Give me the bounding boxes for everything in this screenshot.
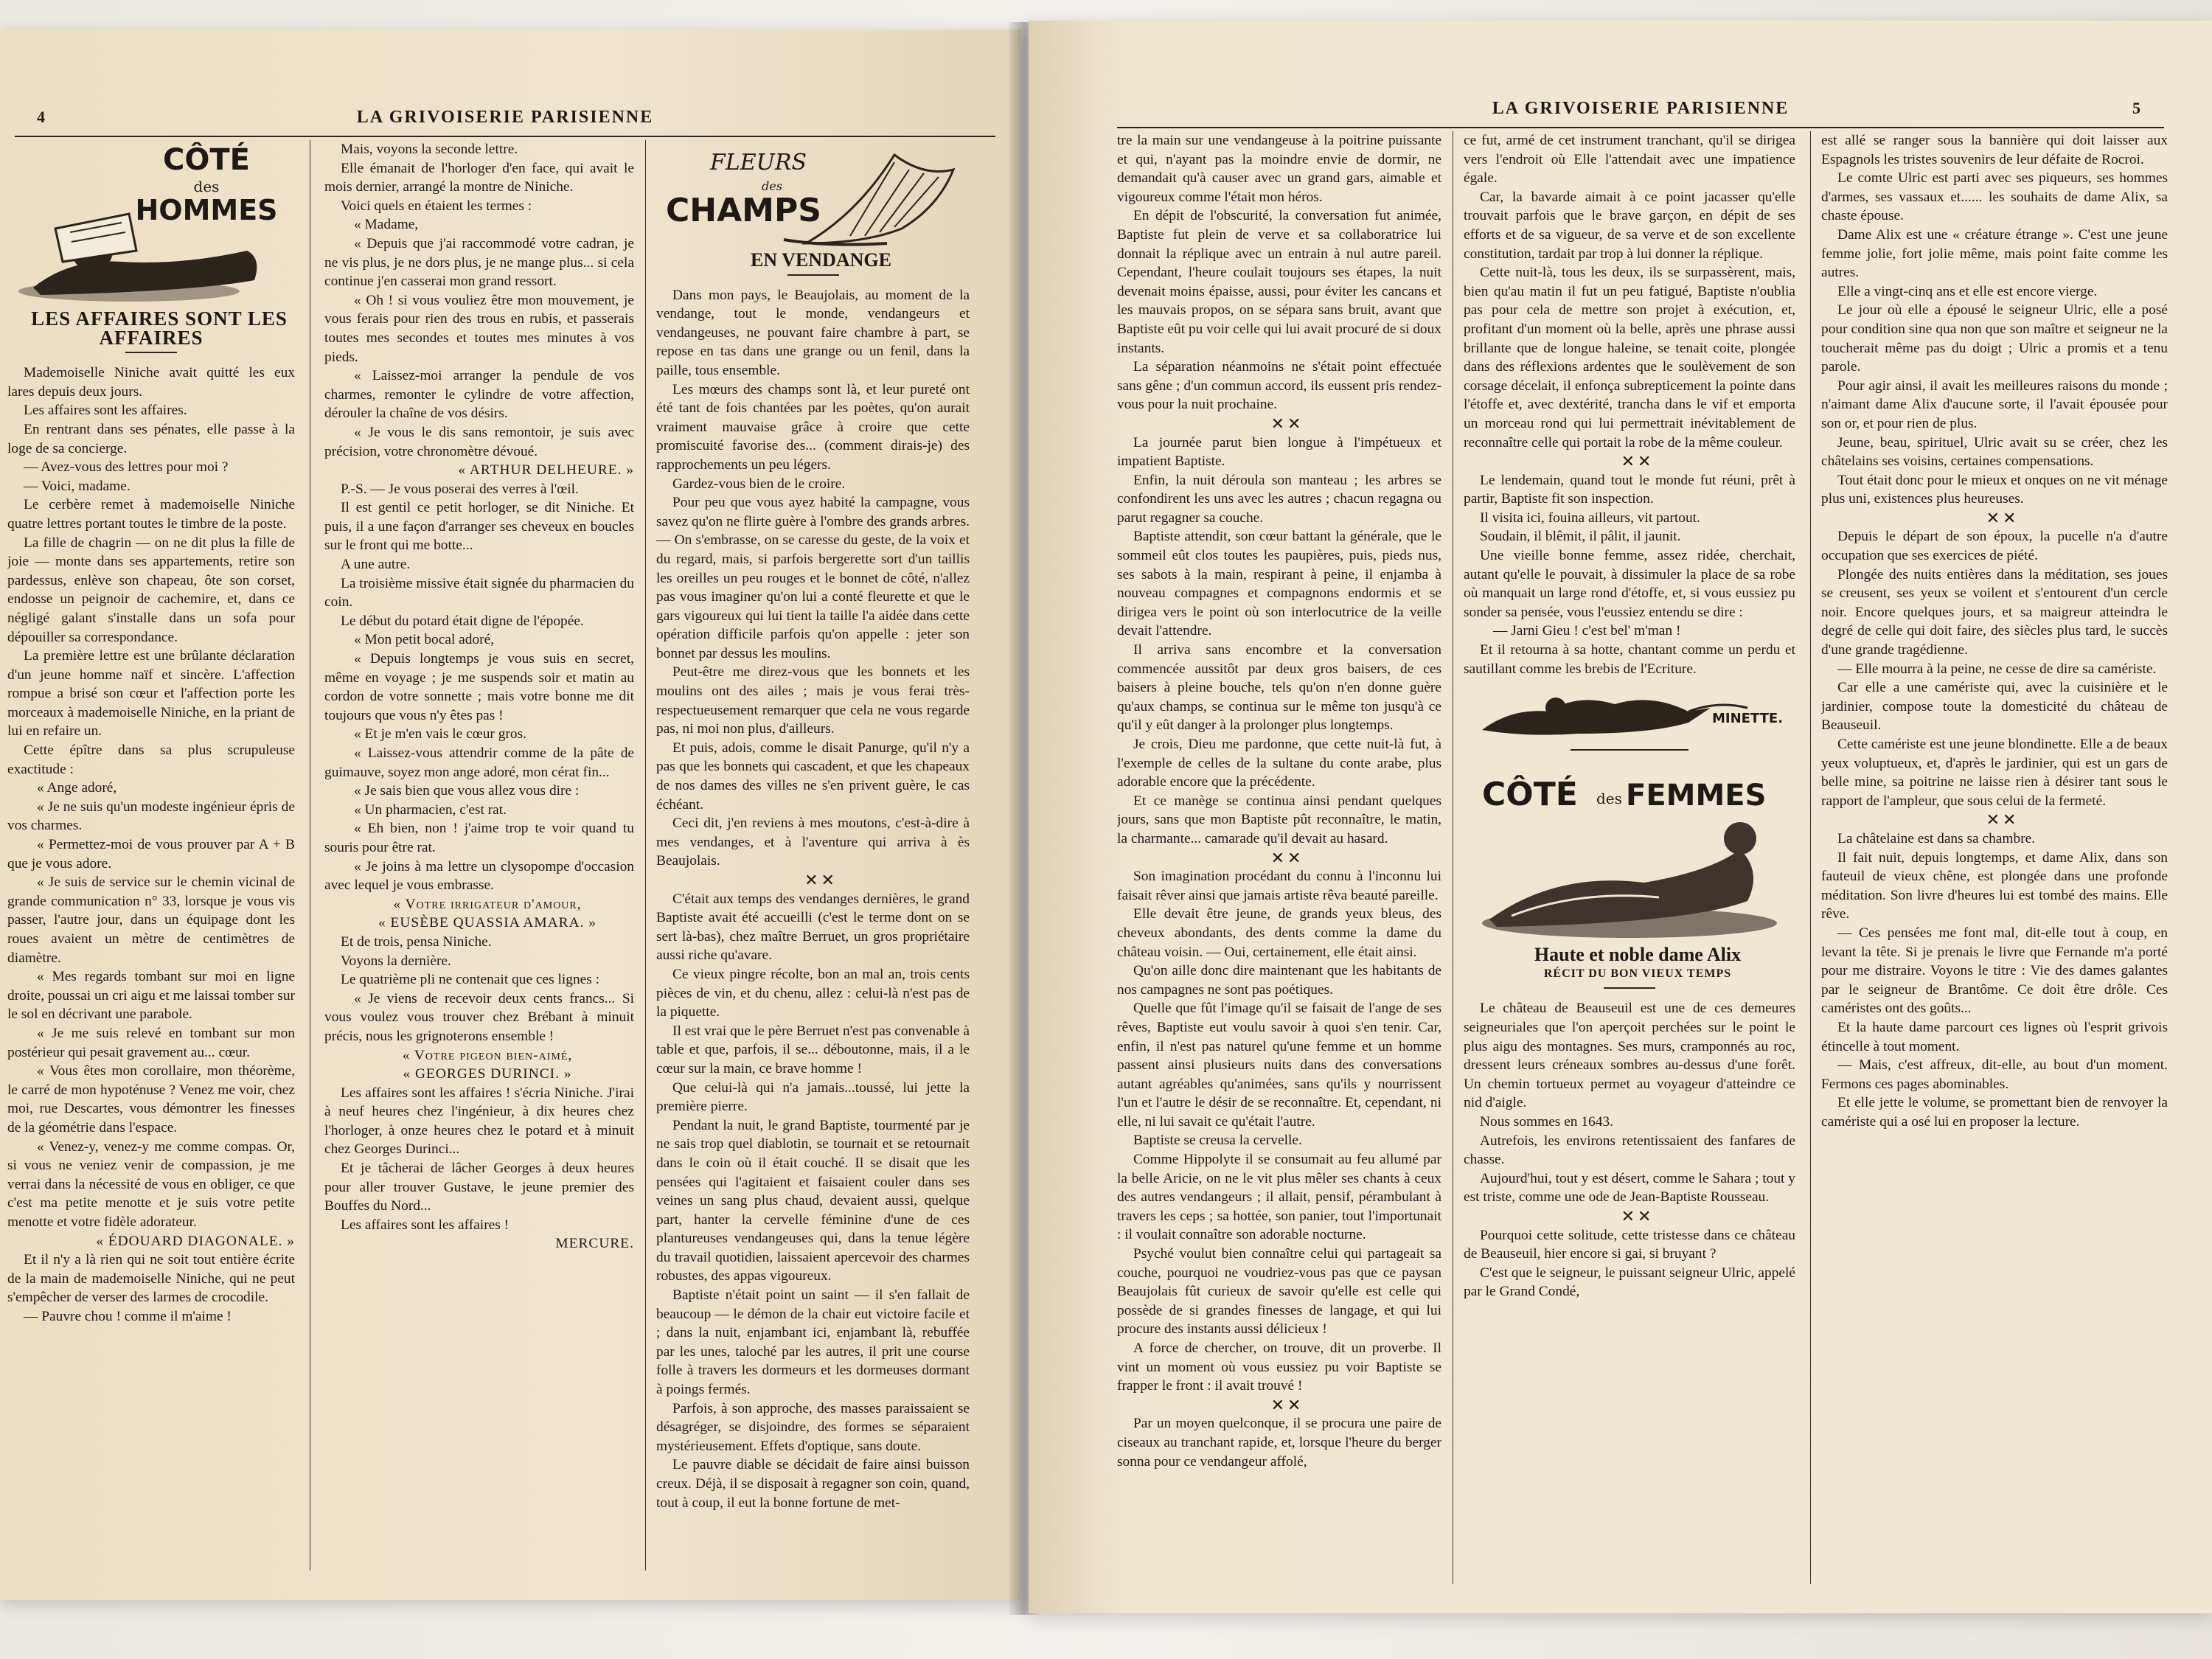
paragraph: Et puis, adois, comme le disait Panurge, qu'il n'y a pas que les bonnets qui cascadent, et que les chapeaux de nos dames des villes ne s'en privent guère, le cas échéant. [656, 740, 970, 813]
left-running-head [15, 103, 995, 137]
paragraph: — Ces pensées me font mal, dit-elle tout à coup, en levant la tête. Si je prenais le livre que Fernande m'a porté pour me distraire. Voyons le titre : Vie des dames galantes par le seigneur de Brantôme. Ce doit être drôle. Ces caméristes ont des goûts... [1821, 925, 2168, 1017]
section-title-affaires: LES AFFAIRES SONT LES AFFAIRES [31, 307, 288, 349]
paragraph: — Pauvre chou ! comme il m'aime ! [24, 1308, 232, 1324]
paragraph: « Depuis longtemps je vous suis en secret, même en voyage ; je me suspends soir et matin au cordon de votre sonnette ; mais votre bonne me dit toujours que vous n'y êtes pas ! [324, 651, 634, 723]
paragraph: Cette camériste est une jeune blondinette. Elle a de beaux yeux voluptueux, et, d'après le jardinier, qui est un gars de belle mine, sa poitrine ne laisse rien à désirer tant sous le rapport de l'ampleur, que sous celui de la fermeté. [1821, 737, 2168, 809]
left-col-2 [324, 140, 634, 1571]
cote-femmes-illustration [1467, 761, 1792, 945]
section-title-dame-alix: Haute et noble dame Alix [1534, 944, 1742, 966]
paragraph: Il visita ici, fouina ailleurs, vit partout. [1480, 509, 1700, 526]
paragraph: « Je sais bien que vous allez vous dire : [354, 783, 580, 799]
paragraph: Le lendemain, quand tout le monde fut réuni, prêt à partir, Baptiste fit son inspection. [1464, 472, 1795, 507]
paragraph: Aujourd'hui, tout y est désert, comme le Sahara ; tout y est triste, comme une ode de Jean-Baptiste Rousseau. [1464, 1170, 1795, 1206]
fleurs-title-2: des [761, 179, 782, 193]
ornament-stars: ✕✕ [1986, 508, 2020, 527]
paragraph: Une vieille bonne femme, assez ridée, cherchait, autant qu'elle le pouvait, à dissimuler la place de sa robe où manquait un large rond d'étoffe, et, si vous eussiez pu sonder sa pensée, vous l'eussiez entendu se dire : [1464, 548, 1795, 620]
paragraph: — Jarni Gieu ! c'est bel' m'man ! [1493, 623, 1681, 639]
paragraph: « Je viens de recevoir deux cents francs... Si vous voulez vous trouver chez Brébant à minuit précis, nous les grignoterons ensemble ! [324, 990, 634, 1044]
fleurs-title-3: CHAMPS [665, 192, 821, 229]
ornament-stars: ✕✕ [1986, 810, 2020, 830]
left-page-number: 4 [37, 108, 46, 126]
right-page [1029, 21, 2212, 1613]
signature: « Votre pigeon bien-aimé, [402, 1047, 573, 1063]
author-signature-mercure: MERCURE. [555, 1236, 634, 1252]
paragraph: Nous sommes en 1643. [1480, 1113, 1613, 1130]
fleurs-des-champs-illustration [658, 140, 968, 251]
paragraph: A force de chercher, on trouve, dit un proverbe. Il vint un moment où vous eussiez pu voir Baptiste se frapper le front : il avait trouvé ! [1117, 1340, 1441, 1394]
right-col-1 [1117, 131, 1441, 1584]
paragraph: « Oh ! si vous vouliez être mon mouvement, je vous ferais pour rien des trous en rubis, et passerais toutes mes secondes et toutes mes minutes à vos pieds. [324, 292, 634, 365]
paragraph: Le quatrième pli ne contenait que ces lignes : [341, 972, 600, 988]
paragraph: Gardez-vous bien de le croire. [672, 476, 846, 492]
reclining-man-illustration [11, 140, 291, 310]
right-col-3 [1821, 131, 2168, 1584]
paragraph: « Et je m'en vais le cœur gros. [354, 726, 526, 742]
paragraph: Et je tâcherai de lâcher Georges à deux heures pour aller trouver Gustave, le jeune premier des Bouffes du Nord... [324, 1161, 634, 1214]
column-rule [645, 140, 646, 1571]
paragraph: Ceci dit, j'en reviens à mes moutons, c'est-à-dire à mes vendanges, et à l'aventure qui arriva à ès Beaujolais. [656, 815, 970, 869]
paragraph: Par un moyen quelconque, il se procura une paire de ciseaux au tranchant rapide, et, lorsque l'heure du berger sonna pour ce vendangeur affolé, [1117, 1416, 1441, 1470]
paragraph: Comme Hippolyte il se consumait au feu allumé par la belle Aricie, on ne le vit plus mêler ses chants à ceux des autres vendangeurs ; il allait, pensif, pérambulant à travers les ceps ; sa hottée, son panier, tout l'importunait : il voulait connaître son adorable nocturne. [1117, 1152, 1441, 1243]
paragraph: Le comte Ulric est parti avec ses piqueurs, ses hommes d'armes, ses vassaux et...... les souhaits de dame Alix, sa chaste épouse. [1821, 170, 2168, 224]
paragraph: Qu'on aille donc dire maintenant que les habitants de nos campagnes ne sont pas poétiques. [1117, 963, 1441, 998]
paragraph: Et la haute dame parcourt ces lignes où l'esprit grivois étincelle à tout moment. [1821, 1019, 2168, 1054]
paragraph: Son imagination procédant du connu à l'inconnu lui faisait rêver ainsi que jamais artiste rêva beauté pareille. [1117, 869, 1441, 903]
paragraph: Peut-être me direz-vous que les bonnets et les moulins ont des ailes ; mais je vous ferai très-respectueusement remarquer que cela ne vous regarde pas, ni moi non plus, d'ailleurs. [656, 664, 970, 737]
ornament-stars: ✕✕ [1270, 1395, 1304, 1414]
paragraph: Autrefois, les environs retentissaient des fanfares de chasse. [1464, 1133, 1795, 1168]
paragraph: A une autre. [341, 557, 411, 573]
paragraph: Plongée des nuits entières dans la méditation, ses joues se creusent, ses yeux se voilent et s'entourent d'un cercle noir. Encore quelques jours, et sa maigreur atteindra le degré de celle qui doit faire, des siècles plus tard, le succès d'une grande tragédienne. [1821, 566, 2168, 658]
paragraph: Baptiste attendit, son cœur battant la générale, que le sommeil eût clos toutes les paupières, puis, pieds nus, ses sabots à la main, respirant à peine, il enjamba à nouveau compagnes et compagnons endormis et se dirigea vers le point où son interlocutrice de la veille devait l'attendre. [1117, 529, 1441, 639]
paragraph: « Je vous le dis sans remontoir, je suis avec précision, votre chronomètre dévoué. [324, 424, 634, 459]
left-header-title: LA GRIVOISERIE PARISIENNE [356, 108, 654, 127]
paragraph: « Eh bien, non ! j'aime trop te voir quand tu souris pour être rat. [324, 821, 634, 855]
right-page-number: 5 [2132, 99, 2142, 117]
paragraph: Baptiste n'était point un saint — il s'en fallait de beaucoup — le démon de la chair eut victoire facile et ; dans la nuit, enjambant ici, enjambant là, rebuffée par les unes, taloché par les autres, il prit une course folle à travers les dormeurs et les dormeuses dormant à poings fermés. [656, 1287, 970, 1398]
paragraph: « Je me suis relevé en tombant sur mon postérieur qui pesait gravement au... cœur. [7, 1025, 295, 1060]
paragraph: Pour agir ainsi, il avait les meilleures raisons du monde ; n'aimant dame Alix d'aucune sorte, il l'avait épousée pour son or, et pour rien de plus. [1821, 378, 2168, 431]
paragraph: Les affaires sont les affaires ! s'écria Niniche. J'irai à neuf heures chez l'ingénieur, à dix heures chez l'horloger, à onze heures chez le potard et à minuit chez Georges Durinci... [324, 1085, 634, 1158]
paragraph: — Elle mourra à la peine, ne cesse de dire sa camériste. [1837, 661, 2157, 677]
paragraph: Cette épître dans sa plus scrupuleuse exactitude : [7, 742, 295, 777]
paragraph: — Mais, c'est affreux, dit-elle, au bout d'un moment. Fermons ces pages abominables. [1821, 1057, 2168, 1092]
paragraph: Baptiste se creusa la cervelle. [1133, 1133, 1302, 1149]
cote-femmes-title-1: CÔTÉ [1482, 776, 1578, 814]
left-col-3 [656, 140, 970, 1571]
paragraph: « Depuis que j'ai raccommodé votre cadran, je ne vis plus, je ne dors plus, je ne mange plus... si cela continue j'en casserai mon grand ressort. [324, 235, 634, 290]
paragraph: Voici quels en étaient les termes : [341, 198, 532, 214]
title-rule [787, 274, 839, 276]
paragraph: Il arriva sans encombre et la conversation commencée aussitôt par deux gros baisers, de ces baisers à pleine bouche, tels qu'on n'en donne guère qu'aux champs, se continua sur le même ton jusqu'à ce qu'il y eût danger à la prolonger plus longtemps. [1117, 642, 1441, 734]
paragraph: « Laissez-moi arranger la pendule de vos charmes, remonter le cylindre de votre affection, dérouler la chaîne de vos désirs. [324, 368, 634, 422]
signature: « ARTHUR DELHEURE. » [458, 462, 634, 479]
paragraph: Que celui-là qui n'a jamais...toussé, lui jette la première pierre. [656, 1079, 970, 1115]
paragraph: Elle émanait de l'horloger d'en face, qui avait le mois dernier, arrangé la montre de Niniche. [324, 160, 634, 195]
paragraph: C'est que le seigneur, le puissant seigneur Ulric, appelé par le Grand Condé, [1464, 1265, 1795, 1300]
right-running-head [1117, 94, 2164, 128]
cote-hommes-title-2: des [193, 178, 220, 195]
fleurs-title-1: FLEURS [709, 150, 807, 175]
paragraph: Psyché voulut bien connaître celui qui partageait sa couche, pourquoi ne voudriez-vous pas que ce paysan Beaujolais fût curieux de savoir qu'elle est celle qui possède de si grandes finesses de langage, et qui lui procure des instants aussi délicieux ! [1117, 1246, 1441, 1338]
paragraph: Parfois, à son approche, des masses paraissaient se désagréger, se disjoindre, des formes se séparaient mystérieusement. Effets d'optique, sans doute. [656, 1400, 970, 1454]
section-rule [1571, 749, 1688, 751]
paragraph: Enfin, la nuit déroula son manteau ; les arbres se confondirent les uns avec les autres ; chacun regagna ou parut regagner sa couche. [1117, 472, 1441, 526]
paragraph: « Laissez-vous attendrir comme de la pâte de guimauve, soyez mon ange adoré, mon cérat fin... [324, 745, 634, 780]
paragraph: Et de trois, pensa Niniche. [341, 933, 492, 950]
paragraph: Elle devait être jeune, de grands yeux bleus, des cheveux abondants, des dents comme la dame du château voisin. — Oui, certainement, elle était ainsi. [1117, 906, 1441, 960]
paragraph: Le début du potard était digne de l'épopée. [341, 613, 584, 629]
minette-signature: MINETTE. [1711, 711, 1784, 727]
column-rule [1810, 131, 1811, 1584]
signature: « Votre irrigateur d'amour, [393, 896, 582, 912]
paragraph: « Mes regards tombant sur moi en ligne droite, poussai un cri aigu et me laissai tomber sur le sol en décrivant une parabole. [7, 969, 295, 1023]
paragraph: — Voici, madame. [24, 478, 131, 494]
paragraph: Pourquoi cette solitude, cette tristesse dans ce château de Beauseuil, hier encore si gai, si bruyant ? [1464, 1227, 1795, 1262]
ornament-stars: ✕✕ [1621, 1206, 1655, 1225]
paragraph: Et il n'y a là rien qui ne soit tout entière écrite de la main de mademoiselle Niniche, qui ne peut s'empêcher de verser des larmes de crocodile. [7, 1252, 295, 1306]
signature: « GEORGES DURINCI. » [403, 1066, 572, 1082]
paragraph: ce fut, armé de cet instrument tranchant, qu'il se dirigea vers l'endroit où Elle l'attendait avec une impatience égale. [1464, 133, 1795, 187]
paragraph: Car elle a une camériste qui, avec la cuisinière et le jardinier, compose toute la domesticité du château de Beauseuil. [1821, 680, 2168, 734]
paragraph: Et il retourna à sa hotte, chantant comme un perdu et sautillant comme les brebis de l'Ecriture. [1464, 642, 1795, 677]
cat-tailpiece-illustration [1467, 678, 1792, 745]
paragraph: Et elle jette le volume, se promettant bien de renvoyer la camériste qui a osé lui en proposer la lecture. [1821, 1095, 2168, 1130]
paragraph: « Madame, [354, 217, 419, 233]
paragraph: La première lettre est une brûlante déclaration d'un jeune homme naïf et sincère. L'affection rompue a brisé son cœur et l'affection porte les morceaux à mademoiselle Niniche, en la priant de lui en refaire un. [7, 648, 295, 740]
paragraph: « Vous êtes mon corollaire, mon théorème, le carré de mon hypoténuse ? Venez me voir, chez moi, rue Descartes, vous démontrer les finesses de la géométrie dans l'espace. [7, 1063, 295, 1135]
paragraph: Ce vieux pingre récolte, bon an mal an, trois cents pièces de vin, et du chenu, allez : celui-là n'est pas de la piquette. [656, 966, 970, 1020]
paragraph: « Permettez-moi de vous prouver par A + B que je vous adore. [7, 837, 295, 872]
paragraph: Et ce manège se continua ainsi pendant quelques jours, sans que mon Baptiste pût reconnaître, le matin, la charmante... camarade qu'il devait au hasard. [1117, 793, 1441, 846]
paragraph: Je crois, Dieu me pardonne, que cette nuit-là fut, à l'exemple de celles de la sultane du conte arabe, plus adorable encore que la précédente. [1117, 737, 1441, 790]
title-rule [125, 352, 177, 353]
paragraph: P.-S. — Je vous poserai des verres à l'œil. [341, 481, 579, 497]
paragraph: Voyons la dernière. [341, 953, 451, 969]
paragraph: « Mon petit bocal adoré, [354, 632, 495, 648]
paragraph: La séparation néanmoins ne s'était point effectuée sans gêne ; d'un commun accord, ils eussent pris rendez-vous pour la nuit prochaine. [1117, 359, 1441, 413]
paragraph: Il est vrai que le père Berruet n'est pas convenable à table et que, parfois, il se... déboutonne, mais, il a le cœur sur la main, ce brave homme ! [656, 1023, 970, 1077]
paragraph: Les affaires sont les affaires. [24, 403, 187, 419]
paragraph: « Je ne suis qu'un modeste ingénieur épris de vos charmes. [7, 799, 295, 834]
ornament-stars: ✕✕ [804, 871, 838, 889]
paragraph: Dame Alix est une « créature étrange ». C'est une jeune femme jolie, fort jolie même, mais point faite comme les autres. [1821, 226, 2168, 281]
paragraph: Mademoiselle Niniche avait quitté les eux lares depuis deux jours. [7, 365, 295, 400]
paragraph: Les affaires sont les affaires ! [341, 1217, 509, 1233]
cote-hommes-title-3: HOMMES [135, 194, 278, 226]
paragraph: Dans mon pays, le Beaujolais, au moment de la vendange, tout le monde, vendangeurs et vendangeuses, ne pouvant faire chambre à part, se repose en tas dans une grange ou un fenil, dans la paille, tous ensemble. [656, 287, 970, 378]
paragraph: Le pauvre diable se décidait de faire ainsi buisson creux. Déjà, il se disposait à regagner son coin, quand, tout à coup, il eut la bonne fortune de met- [656, 1457, 970, 1511]
cote-femmes-title-2: des [1596, 790, 1622, 808]
paragraph: Le jour où elle a épousé le seigneur Ulric, elle a posé pour condition sine qua non que son maître et seigneur ne la toucherait même pas du doigt ; Ulric a promis et a tenu parole. [1821, 302, 2168, 375]
paragraph: « Venez-y, venez-y me comme compas. Or, si vous ne veniez venir de compassion, je me verrai dans la nécessité de vous en obliger, ce que c'est ma petite menotte et je suis votre petite menotte et votre fidèle adorateur. [7, 1138, 295, 1230]
left-page [0, 29, 1021, 1600]
right-header-title: LA GRIVOISERIE PARISIENNE [1492, 99, 1790, 118]
signature: « ÉDOUARD DIAGONALE. » [96, 1233, 295, 1249]
left-col-1 [7, 140, 295, 1571]
paragraph: Jeune, beau, spirituel, Ulric avait su se créer, chez les châtelains ses voisins, certaines compensations. [1821, 434, 2168, 470]
paragraph: En dépit de l'obscurité, la conversation fut animée, Baptiste fut plein de verve et sa collaboratrice lui donnait la réplique avec un entrain à nul autre pareil. Cependant, l'heure coulait toujours ses étapes, la nuit devenait moins épaisse, aussi, pour éviter les cancans et les mauvais propos, on se sépara sans bruit, avant que Baptiste eût pu voir celle qui lui avait procuré de si doux instants. [1117, 208, 1441, 356]
paragraph: « Je joins à ma lettre un clysopompe d'occasion avec lequel je vous embrasse. [324, 858, 634, 894]
right-col-2 [1464, 131, 1795, 1584]
paragraph: La journée parut bien longue à l'impétueux et impatient Baptiste. [1117, 434, 1441, 470]
paragraph: Cette nuit-là, tous les deux, ils se surpassèrent, mais, bien qu'au matin il fut un peu fatigué, Baptiste n'oublia pas pour cela de mettre son projet à exécution, et, profitant d'un moment où la belle, après une phrase aussi brillante que de longue haleine, se tenait coite, plongée dans des réflexions ardentes que le soulèvement de son corsage décelait, il enfonça subrepticement la pointe dans l'étoffe et, avec dextérité, trancha dans le vif et emporta un morceau rond qui lui permettrait inévitablement de reconnaître celle qui portait la robe de la même couleur. [1464, 265, 1795, 451]
paragraph: « Ange adoré, [37, 780, 117, 796]
paragraph: La châtelaine est dans sa chambre. [1837, 830, 2036, 846]
paragraph: Les mœurs des champs sont là, et leur pureté ont été tant de fois chantées par les poètes, qu'on aurait vraiment mauvaise grâce à croire que cette promiscuité favorise des... (comment dirais-je) des rapprochements un peu légers. [656, 381, 970, 473]
paragraph: tre la main sur une vendangeuse à la poitrine puissante et qui, n'ayant pas la moindre envie de dormir, ne demandait qu'à causer avec un grand gars, aimable et vigoureux comme l'était mon héros. [1117, 133, 1441, 205]
paragraph: Le cerbère remet à mademoiselle Niniche quatre lettres portant toutes le timbre de la poste. [7, 497, 295, 532]
title-rule [1604, 987, 1655, 989]
paragraph: Pendant la nuit, le grand Baptiste, tourmenté par je ne sais trop quel diablotin, se tournait et se retournait dans le coin où il était couché. Il se disait que les pensées qui l'agitaient et faisaient couler dans ses veines un sang plus chaud, devaient aussi, quelque part, hanter la cervelle féminine d'une de ces plantureuses vendangeuses qui, dans la tenue légère du travail quotidien, laissaient apercevoir des charmes robustes, des appas vigoureux. [656, 1117, 970, 1284]
paragraph: « Je suis de service sur le chemin vicinal de grande communication n° 33, lorsque je vous vis passer, l'autre jour, dans un équipage dont les roues avaient un mètre de centimètres de diamètre. [7, 874, 295, 966]
paragraph: Tout était donc pour le mieux et onques on ne vit ménage plus uni, existences plus heureuses. [1821, 472, 2168, 507]
section-subtitle: RÉCIT DU BON VIEUX TEMPS [1543, 967, 1732, 980]
paragraph: Le château de Beauseuil est une de ces demeures seigneuriales que l'on aperçoit perchées sur le point le plus aigu des montagnes. Ses murs, cramponnés au roc, dressent leurs créneaux sombres au-dessus d'une forêt. Un chemin tortueux permet au voyageur d'atteindre ce nid d'aigle. [1464, 1001, 1795, 1111]
paragraph: C'était aux temps des vendanges dernières, le grand Baptiste avait été accueilli (c'est le terme dont on se sert là-bas), chez maître Berruet, un gros propriétaire aussi riche qu'avare. [656, 891, 970, 964]
paragraph: Quelle que fût l'image qu'il se faisait de l'ange de ses rêves, Baptiste eut voulu savoir à quoi s'en tenir. Car, enfin, il n'est pas naturel qu'une femme et un homme passent ainsi plusieurs nuits dans des conversations autant agréables qu'animées, sans qu'ils y nourrissent l'un et l'autre le désir de se reconnaître. Et, cependant, ni elle, ni lui savait ce qu'était l'autre. [1117, 1001, 1441, 1130]
paragraph: Soudain, il blêmit, il pâlit, il jaunit. [1480, 529, 1681, 545]
paragraph: La fille de chagrin — on ne dit plus la fille de joie — monte dans ses appartements, retire son pardessus, enlève son chapeau, ôte son corset, endosse un peignoir de cachemire, et, dans ce négligé galant s'installe dans un sofa pour dépouiller sa correspondance. [7, 535, 295, 645]
paragraph: En rentrant dans ses pénates, elle passe à la loge de sa concierge. [7, 421, 295, 456]
signature: « EUSÈBE QUASSIA AMARA. » [378, 915, 597, 931]
paragraph: Elle a vingt-cinq ans et elle est encore vierge. [1837, 283, 2098, 299]
paragraph: Il est gentil ce petit horloger, se dit Niniche. Et puis, il a une façon d'arranger ses cheveux en boucles sur le front qui me botte... [324, 500, 634, 554]
paragraph: Pour peu que vous ayez habité la campagne, vous savez qu'on ne flirte guère à l'ombre des grands arbres. — On s'embrasse, on se caresse du geste, de la voix et du regard, mais, si parfois bergerette sort d'un taillis les oreilles un peu rouges et le bonnet de côté, n'allez pas vous imaginer qu'on lui a conté fleurette et que le gars vigoureux qui lui tient la taille l'a aidée dans cette opération difficile parfois qu'on appelle : jeter son bonnet par dessus les moulins. [656, 495, 970, 661]
paragraph: « Un pharmacien, c'est rat. [354, 801, 507, 818]
ornament-stars: ✕✕ [1270, 848, 1304, 867]
cote-hommes-title-1: CÔTÉ [163, 143, 250, 177]
paragraph: La troisième missive était signée du pharmacien du coin. [324, 575, 634, 611]
section-title-vendange: EN VENDANGE [751, 249, 891, 271]
paragraph: Car, la bavarde aimait à ce point jacasser qu'elle trouvait parfois que le brave garçon, en dépit de ses efforts et de sa vigueur, de sa verve et de son excellente constitution, tardait par trop à lui donner la réplique. [1464, 189, 1795, 262]
cote-femmes-title-3: FEMMES [1626, 779, 1767, 813]
ornament-stars: ✕✕ [1621, 452, 1655, 471]
paragraph: Depuis le départ de son époux, la pucelle n'a d'autre occupation que ses exercices de piété. [1821, 529, 2168, 564]
paragraph: Mais, voyons la seconde lettre. [341, 142, 518, 157]
paragraph: Il fait nuit, depuis longtemps, et dame Alix, dans son fauteuil de vieux chêne, est plongée dans une profonde méditation. Son livre d'heures lui est tombé des mains. Elle rêve. [1821, 849, 2168, 922]
paragraph: est allé se ranger sous la bannière qui doit laisser aux Espagnols les tristes souvenirs de leur défaite de Rocroi. [1821, 133, 2168, 167]
ornament-stars: ✕✕ [1270, 414, 1304, 433]
paragraph: — Avez-vous des lettres pour moi ? [24, 459, 229, 476]
